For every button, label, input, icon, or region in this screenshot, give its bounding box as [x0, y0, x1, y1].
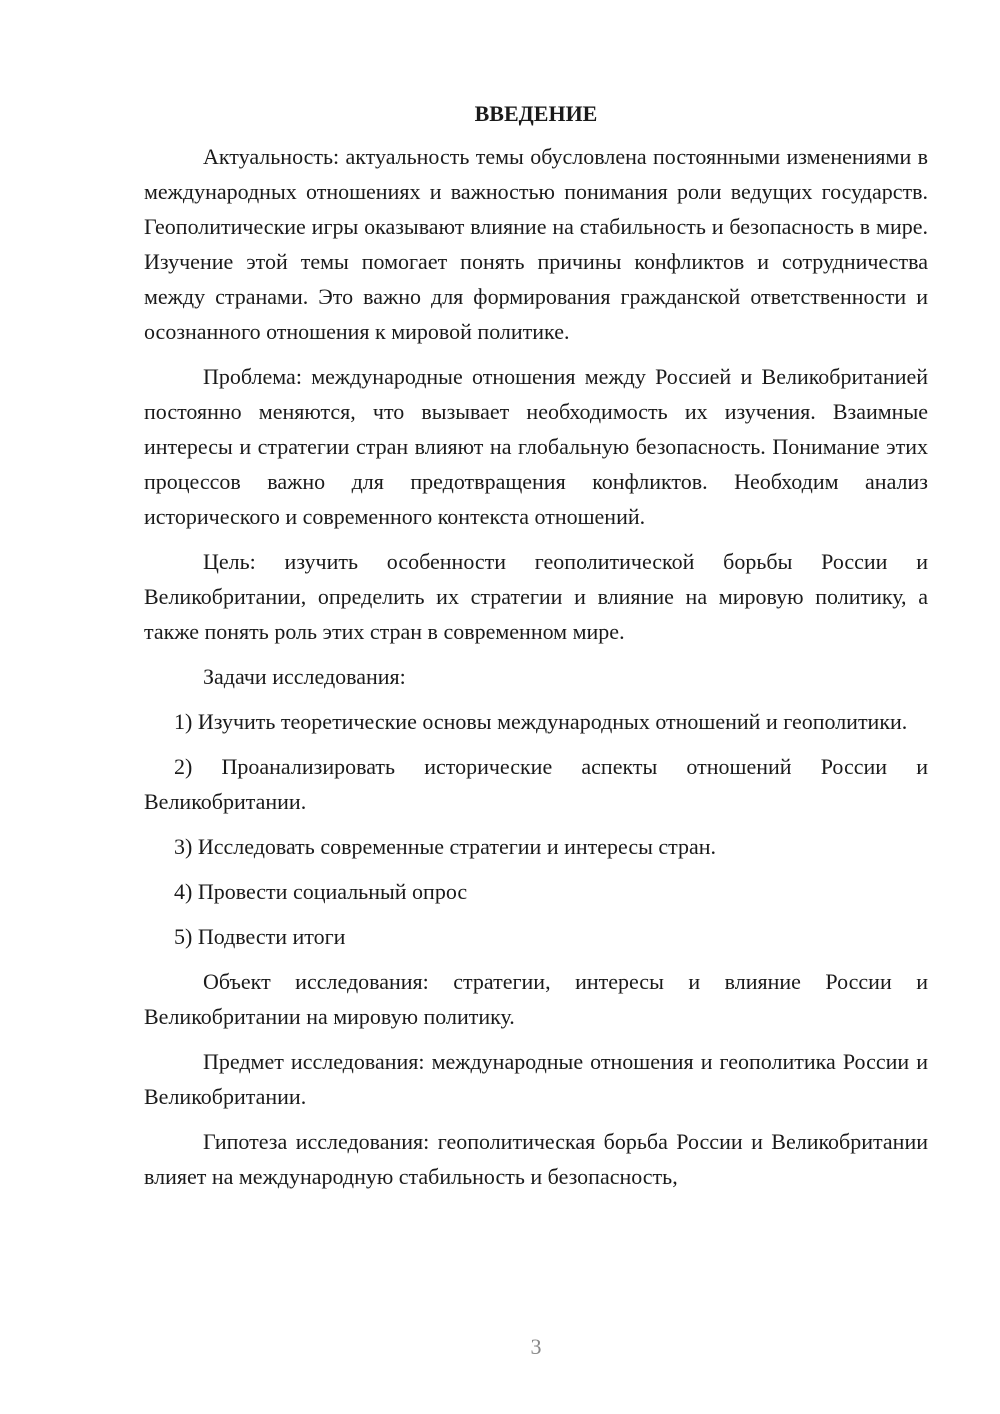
task-item: 2) Проанализировать исторические аспекты отношений России и Великобритании. [144, 754, 928, 814]
subject-paragraph: Предмет исследования: международные отношения и геополитика России и Великобритании. [144, 1049, 928, 1109]
task-item: 1) Изучить теоретические основы международных отношений и геополитики. [174, 709, 908, 734]
object-paragraph: Объект исследования: стратегии, интересы и влияние России и Великобритании на мировую политику. [144, 969, 928, 1029]
goal-paragraph: Цель: изучить особенности геополитической борьбы России и Великобритании, определить их стратегии и влияние на мировую политику, а также понять роль этих стран в современном мире. [144, 549, 928, 644]
task-item: 3) Исследовать современные стратегии и интересы стран. [174, 834, 717, 859]
page-number: 3 [530, 1334, 542, 1359]
task-item: 4) Провести социальный опрос [174, 879, 468, 904]
tasks-heading: Задачи исследования: [203, 664, 406, 689]
relevance-paragraph: Актуальность: актуальность темы обусловлена постоянными изменениями в международных отношениях и важностью понимания роли ведущих государств. Геополитические игры оказывают влияние на стабильность и безопасность в мире. Изучение этой темы помогает понять причины конфликтов и сотрудничества между странами. Это важно для формирования гражданской ответственности и осознанного отношения к мировой политике. [144, 144, 928, 344]
page-content [144, 96, 928, 1204]
task-item: 5) Подвести итоги [174, 924, 346, 949]
section-title: ВВЕДЕНИЕ [474, 101, 598, 126]
hypothesis-paragraph: Гипотеза исследования: геополитическая борьба России и Великобритании влияет на международную стабильность и безопасность, [144, 1129, 928, 1189]
problem-paragraph: Проблема: международные отношения между Россией и Великобританией постоянно меняются, что вызывает необходимость их изучения. Взаимные интересы и стратегии стран влияют на глобальную безопасность. Понимание этих процессов важно для предотвращения конфликтов. Необходим анализ исторического и современного контекста отношений. [144, 364, 928, 529]
